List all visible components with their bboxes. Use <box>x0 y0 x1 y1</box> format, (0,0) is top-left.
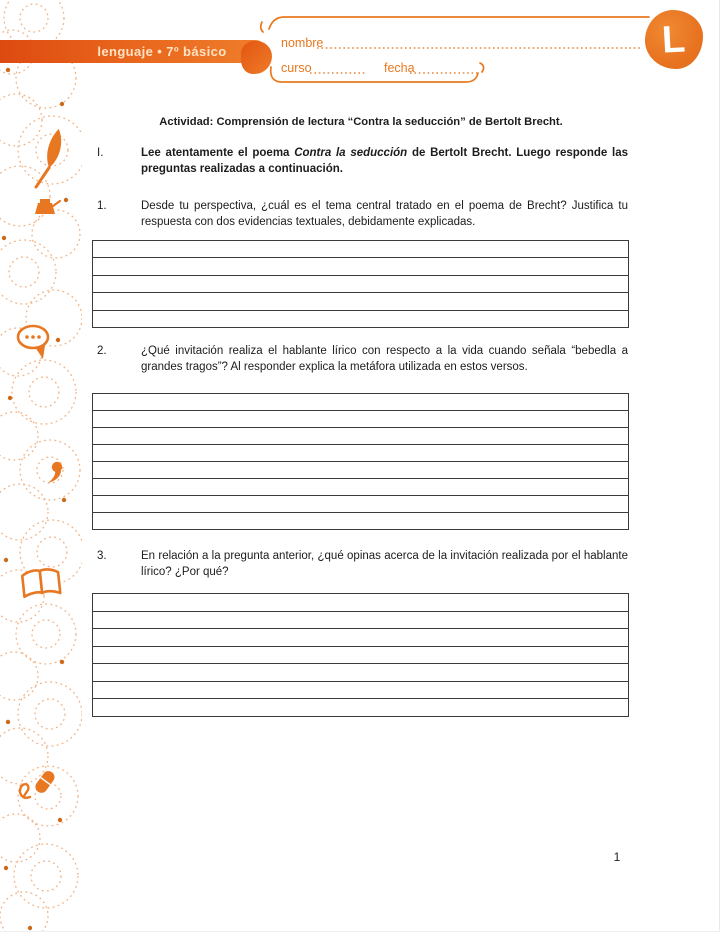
answer-line[interactable] <box>93 594 628 612</box>
answer-line[interactable] <box>93 311 628 327</box>
question-3-number: 3. <box>97 550 107 562</box>
instruction-number: I. <box>97 147 104 159</box>
answer-line[interactable] <box>93 411 628 428</box>
answer-line[interactable] <box>93 258 628 275</box>
course-banner <box>0 40 266 63</box>
swirl-dots <box>2 68 68 930</box>
grade-input[interactable] <box>310 59 366 73</box>
answer-line[interactable] <box>93 664 628 682</box>
microphone-icon <box>20 769 57 798</box>
answer-line[interactable] <box>93 647 628 665</box>
answer-line[interactable] <box>93 276 628 293</box>
date-input[interactable] <box>410 59 477 73</box>
answer-line[interactable] <box>93 428 628 445</box>
subject-badge-letter: L <box>661 17 687 62</box>
answer-line[interactable] <box>93 496 628 513</box>
answer-line[interactable] <box>93 479 628 496</box>
speech-bubble-icon <box>18 326 48 359</box>
answer-line[interactable] <box>93 293 628 310</box>
name-input[interactable] <box>317 34 641 48</box>
question-3-block <box>97 548 628 580</box>
poem-title: Contra la seducción <box>294 147 408 159</box>
question-1-text: Desde tu perspectiva, ¿cuál es el tema central tratado en el poema de Brecht? Justifica tu respuesta con dos evidencias textuales, debidamente explicadas. <box>141 200 628 229</box>
subject-badge <box>645 10 703 69</box>
page-number: 1 <box>613 850 621 864</box>
answer-line[interactable] <box>93 699 628 716</box>
course-banner-label: lenguaje • 7º básico <box>97 44 227 59</box>
question-3-text: En relación a la pregunta anterior, ¿qué opinas acerca de la invitación realizada por el hablante lírico? ¿Por qué? <box>141 550 628 579</box>
question-1-block <box>97 198 628 230</box>
answer-line[interactable] <box>93 513 628 529</box>
instruction-text-post: de Bertolt Brecht. Luego responde las preguntas realizadas a continuación. <box>141 147 628 176</box>
open-book-icon <box>22 568 60 597</box>
instruction-block <box>97 145 628 177</box>
question-2-block <box>97 343 628 375</box>
answer-box-2 <box>92 393 629 530</box>
answer-line[interactable] <box>93 682 628 700</box>
inkwell-icon <box>35 199 60 214</box>
answer-box-1 <box>92 240 629 328</box>
answer-box-3 <box>92 593 629 717</box>
activity-title: Actividad: Comprensión de lectura “Contra la seducción” de Bertolt Brecht. <box>159 116 563 128</box>
answer-line[interactable] <box>93 445 628 462</box>
question-1-number: 1. <box>97 200 107 212</box>
answer-line[interactable] <box>93 241 628 258</box>
name-label: nombre <box>281 36 324 50</box>
date-label: fecha <box>384 61 415 75</box>
answer-line[interactable] <box>93 462 628 479</box>
answer-line[interactable] <box>93 629 628 647</box>
question-2-number: 2. <box>97 345 107 357</box>
grade-label: curso <box>281 61 312 75</box>
comma-quote-icon <box>48 462 62 483</box>
instruction-text-pre: Lee atentamente el poema <box>141 147 295 159</box>
quill-pen-icon <box>36 127 65 191</box>
decorative-swirls <box>0 0 82 932</box>
question-2-text: ¿Qué invitación realiza el hablante lírico con respecto a la vida cuando señala “bebedla a grandes tragos”? Al responder explica la metáfora utilizada en estos versos. <box>141 345 628 374</box>
answer-line[interactable] <box>93 612 628 630</box>
instruction-text <box>141 145 628 177</box>
answer-line[interactable] <box>93 394 628 411</box>
